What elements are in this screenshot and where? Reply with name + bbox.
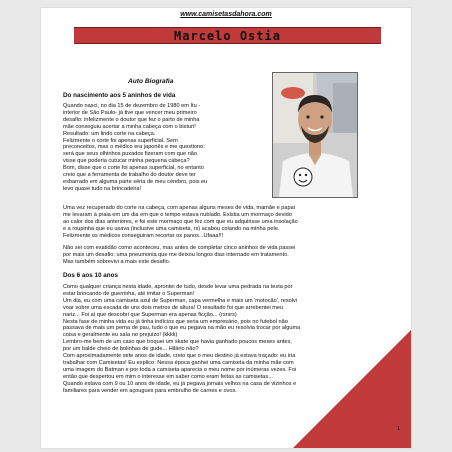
text-line: Lembro-me bem de um caso que troquei um skate que havia ganhado poucos meses antes, [63, 339, 292, 346]
corner-accent [293, 330, 411, 448]
text-line: trabalhar com Camisetas! Eu explico: Nessa época ganhei uma camiseta da minha mãe com [63, 359, 294, 366]
birth-paragraph [63, 103, 268, 193]
text-line: creio que a ferramenta de trabalho do doutor deve ter [63, 172, 196, 179]
beach-paragraph [63, 205, 395, 240]
text-line: visse que poderia cutucar minha pequena cabeça? [63, 158, 190, 165]
birth-section-heading: Do nascimento aos 5 aninhos de vida [63, 92, 176, 99]
document-page [41, 8, 411, 448]
age-6-10-heading: Dos 6 aos 10 anos [63, 272, 118, 279]
text-line: Nesta fase de minha vida eu já tinha indícios que seria um empresário, pois no futebol não [63, 318, 288, 325]
page-title: Marcelo Ostia [174, 28, 281, 43]
text-line: Com aproximadamente sete anos de idade, creio que o meu destino já estava traçado: eu iria [63, 353, 296, 360]
title-banner [74, 27, 381, 44]
portrait-photo [272, 72, 358, 198]
text-line: nariz... Foi aí que descobri que Superman era apenas ficção... (rsrsrs) [63, 311, 237, 318]
text-line: Um dia, eu com uma camiseta azul de Superman, capa vermelha e mais um 'motocão', resolvi [63, 297, 298, 304]
text-line: desafio: infelizmente o doutor que fez o parto de minha [63, 116, 200, 123]
site-url[interactable]: www.camisetasdahora.com [180, 11, 272, 18]
auto-biografia-heading: Auto Biografia [128, 78, 174, 85]
text-line: mãe conseguiu acertar a minha cabeça com o bisturi! [63, 123, 196, 130]
text-line: Quando estava com 9 ou 10 anos de idade, eu já pegava jornais velhos na casa de vizinhos e [63, 380, 297, 387]
text-line: por um balde cheio de bolinhas de gude... Hilário não? [63, 346, 199, 353]
text-line: voar sobre uma escada de uns dois metros de altura! O resultado foi que arrebentei meu [63, 304, 284, 311]
text-line: Felizmente o corte foi apenas superficial. Sem [63, 137, 178, 144]
pneumonia-paragraph [63, 245, 395, 266]
text-line: me levaram à praia em um dia em que o tempo estava nublado. Existia um mormaço devido [63, 211, 292, 218]
text-line: Resultado: um lindo corte na cabeça. [63, 130, 156, 137]
text-line: será que seus olhinhos puxados fizeram com que não [63, 151, 198, 158]
text-line: e a roupinha que eu usava (inclusive uma camiseta, rs) acabou colando na minha pele. [63, 225, 280, 232]
text-line: esbarrado em alguma parte séria de meu cérebro, pois eu [63, 178, 208, 185]
text-line: Bom, disse que o corte foi apenas superficial, no entanto [63, 165, 204, 172]
text-line: preconceitos, mas o médico era japonês e me questiono: [63, 144, 205, 151]
text-line: Quando nasci, no dia 15 de dezembro de 1980 em Itu - [63, 103, 201, 109]
text-line: uma imagem do Batman e por toda a camiseta aparecia o meu nome por inúmeras vezes. Foi [63, 366, 297, 373]
text-line: Não sei com exatidão como aconteceu, mas antes de completar cinco aninhos de vida passei [63, 245, 296, 251]
text-line: Como qualquer criança nesta idade, aprontei de tudo, desde levar uma pedrada na testa por [63, 284, 293, 290]
text-line: passava de mais um perna de pau, tudo o que eu pegava na mão eu resolvia trocar por alguma [63, 325, 301, 332]
text-line: Uma vez recuperado do corte na cabeça, com apenas alguns meses de vida, mamãe e papai [63, 205, 295, 211]
text-line: interior de São Paulo- já tive que vencer meu primeiro [63, 109, 197, 116]
text-line: então que despertou em mim o interesse em saber como eram feitas as camisetas... [63, 373, 273, 380]
text-line: ao calor dos dias anteriores, e foi este mormaço que fez com que eu adquirisse uma insolação [63, 218, 298, 225]
text-line: estar brincando de guerrinha, até imitar o Superman! [63, 290, 195, 297]
text-line: levo quase tudo na brincadeira! [63, 185, 142, 192]
text-line: familiares para vender em açougues para embrulho de carnes e ovos. [63, 387, 237, 394]
text-line: coisa e geralmente eu saía no prejuízo! (kkkk) [63, 332, 178, 339]
page-number: 1 [397, 426, 400, 432]
text-line: por mais um desafio: uma pneumonia que me deixou longos dias internado em tratamento. [63, 251, 289, 258]
text-line: Mas também sobrevivi a mais este desafio. [63, 258, 171, 265]
text-line: Felizmente os médicos conseguiram recortar os panos...Ufaaa!!! [63, 232, 224, 239]
